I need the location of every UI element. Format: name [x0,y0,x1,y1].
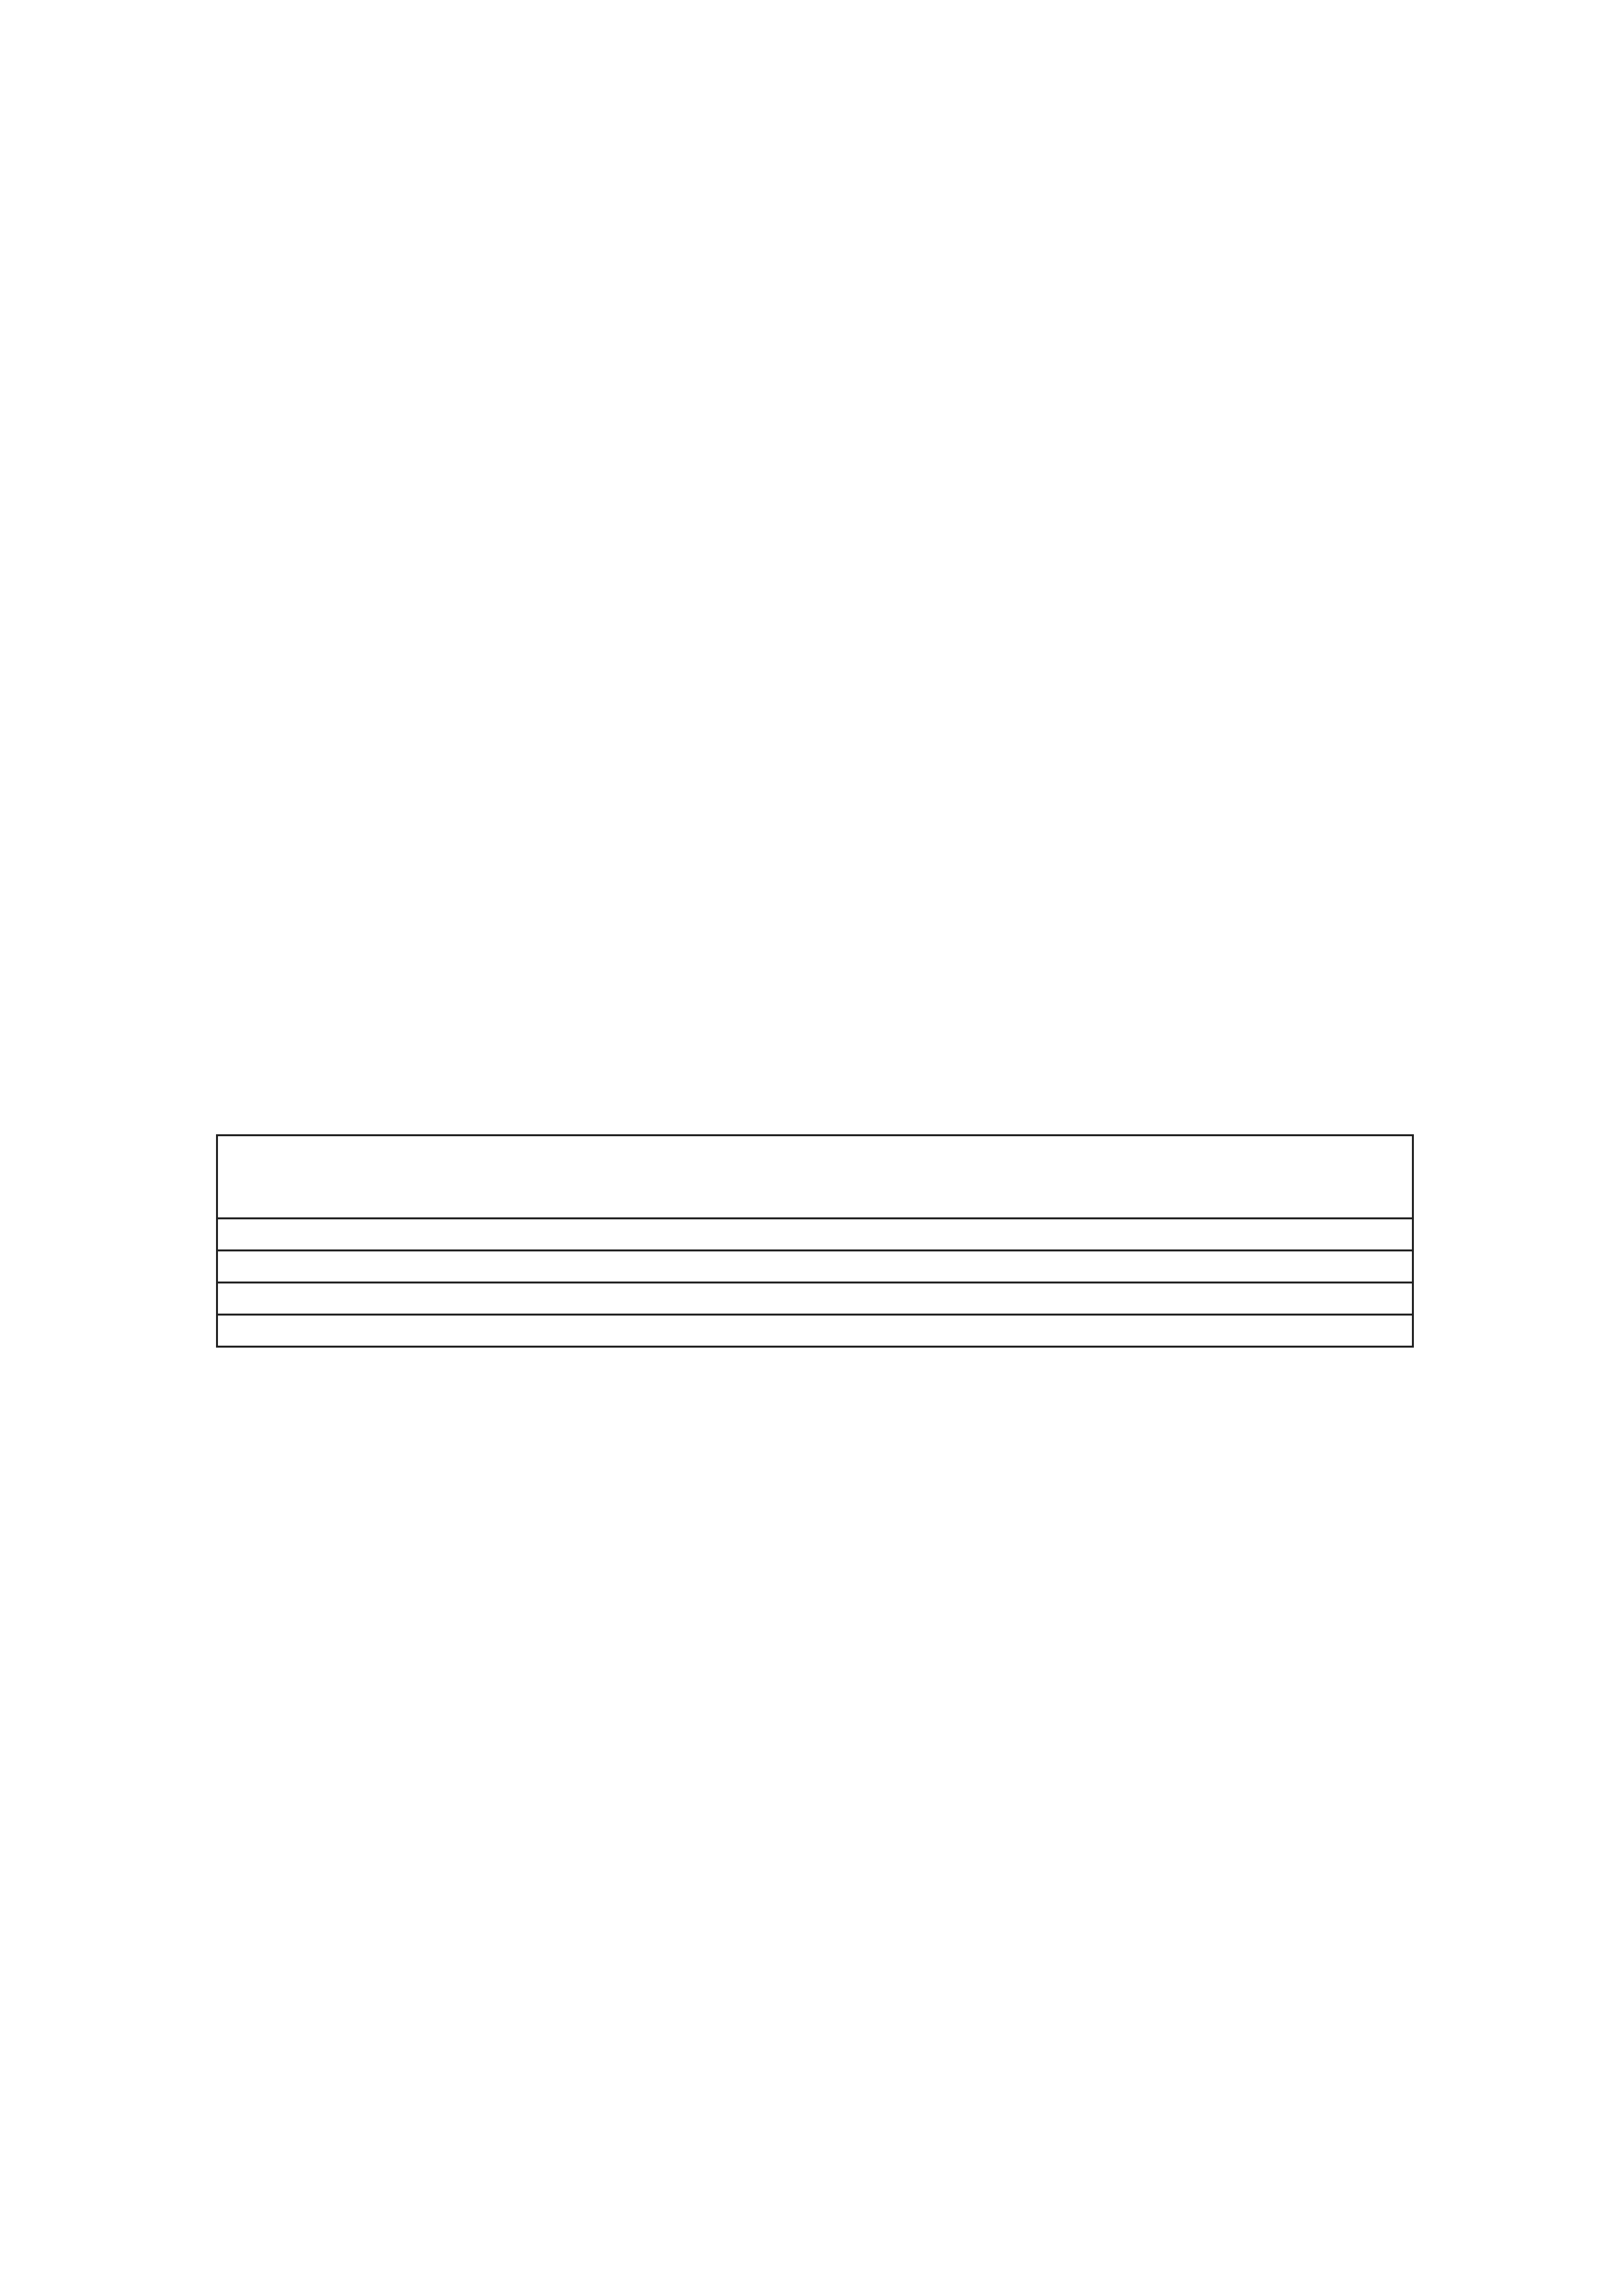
table-row [218,1283,1412,1316]
table-row [218,1316,1412,1346]
table-row [218,1251,1412,1283]
column-table [216,1134,1414,1348]
table-title [218,1136,1412,1219]
table-row [218,1219,1412,1251]
